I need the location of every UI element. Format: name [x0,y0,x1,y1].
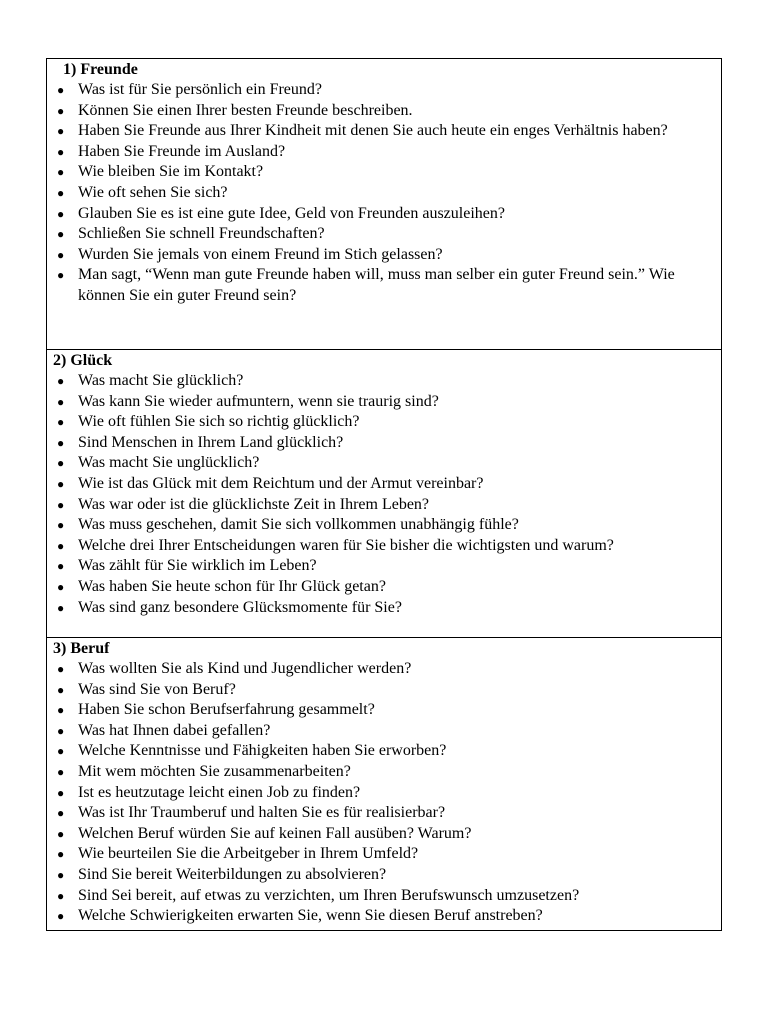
question-text: Was macht Sie glücklich? [78,372,244,389]
bullet-icon: ● [57,764,65,779]
question-text: Wurden Sie jemals von einem Freund im Stich gelassen? [78,245,443,263]
question-text: Glauben Sie es ist eine gute Idee, Geld von Freunden auszuleihen? [78,204,505,222]
list-item [53,495,713,516]
bullet-icon: ● [57,103,65,118]
list-item [53,659,713,680]
list-item [53,265,713,306]
question-text: Haben Sie Freunde aus Ihrer Kindheit mit denen Sie auch heute ein enges Verhältnis haben? [78,122,668,140]
question-text: Welche Kenntnisse und Fähigkeiten haben Sie erworben? [78,742,447,760]
list-item [53,783,713,804]
bullet-icon: ● [57,662,65,676]
list-item [53,536,713,557]
question-text: Was ist für Sie persönlich ein Freund? [78,81,322,98]
list-item [53,906,713,927]
question-list [53,659,713,927]
list-item [53,741,713,762]
question-text: Mit wem möchten Sie zusammenarbeiten? [78,762,351,780]
section-title: 3) Beruf [53,640,110,657]
bullet-icon: ● [57,806,65,821]
list-item [53,865,713,886]
bullet-icon: ● [57,847,65,862]
bullet-icon: ● [57,415,65,430]
question-text: Was haben Sie heute schon für Ihr Glück getan? [78,577,386,595]
bullet-icon: ● [57,456,65,471]
section-glueck [47,349,721,637]
question-list [53,371,713,618]
bullet-icon: ● [57,144,65,159]
list-item [53,371,713,392]
question-text: Ist es heutzutage leicht einen Job zu finden? [78,783,361,801]
bullet-icon: ● [57,124,65,139]
list-item [53,598,713,619]
question-text: Sind Sei bereit, auf etwas zu verzichten, um Ihren Berufswunsch umzusetzen? [78,886,580,904]
list-item [53,121,713,142]
question-text: Schließen Sie schnell Freundschaften? [78,225,325,243]
list-item [53,412,713,433]
list-item [53,204,713,225]
list-item [53,433,713,454]
list-item [53,183,713,204]
bullet-icon: ● [57,682,65,697]
list-item [53,245,713,266]
list-item [53,162,713,183]
list-item [53,556,713,577]
question-text: Haben Sie schon Berufserfahrung gesammelt? [78,701,375,719]
list-item [53,844,713,865]
section-beruf [47,637,721,930]
section-freunde [47,59,721,349]
bullet-icon: ● [57,909,65,924]
list-item [53,680,713,701]
list-item [53,80,713,101]
list-item [53,392,713,413]
list-item [53,700,713,721]
list-item [53,803,713,824]
bullet-icon: ● [57,394,65,409]
bullet-icon: ● [57,497,65,512]
question-text: Was sind ganz besondere Glücksmomente für Sie? [78,598,402,616]
bullet-icon: ● [57,826,65,841]
question-text: Können Sie einen Ihrer besten Freunde beschreiben. [78,101,413,119]
list-item [53,101,713,122]
list-item [53,721,713,742]
question-text: Wie oft sehen Sie sich? [78,183,228,201]
bullet-icon: ● [57,268,65,283]
question-text: Was sind Sie von Beruf? [78,680,236,698]
bullet-icon: ● [57,600,65,615]
list-item [53,453,713,474]
bullet-icon: ● [57,435,65,450]
question-text: Welchen Beruf würden Sie auf keinen Fall ausüben? Warum? [78,824,472,842]
list-item [53,886,713,907]
question-text: Wie beurteilen Sie die Arbeitgeber in Ihrem Umfeld? [78,845,419,863]
question-text: Wie ist das Glück mit dem Reichtum und der Armut vereinbar? [78,474,484,492]
bullet-icon: ● [57,867,65,882]
question-text: Was kann Sie wieder aufmuntern, wenn sie traurig sind? [78,392,439,410]
bullet-icon: ● [57,579,65,594]
question-text: Welche Schwierigkeiten erwarten Sie, wenn Sie diesen Beruf anstreben? [78,907,543,925]
bullet-icon: ● [57,744,65,759]
list-item [53,515,713,536]
list-item [53,142,713,163]
question-text: Sind Menschen in Ihrem Land glücklich? [78,433,344,451]
bullet-icon: ● [57,538,65,553]
bullet-icon: ● [57,559,65,574]
list-item [53,224,713,245]
question-table [46,58,722,931]
bullet-icon: ● [57,247,65,262]
question-list [53,80,713,307]
bullet-icon: ● [57,476,65,491]
bullet-icon: ● [57,703,65,718]
question-text: Was muss geschehen, damit Sie sich vollkommen unabhängig fühle? [78,516,519,534]
bullet-icon: ● [57,206,65,221]
question-text: Was hat Ihnen dabei gefallen? [78,721,271,739]
bullet-icon: ● [57,185,65,200]
list-item [53,824,713,845]
question-text: Was ist Ihr Traumberuf und halten Sie es für realisierbar? [78,804,446,822]
list-item [53,577,713,598]
question-text: Was war oder ist die glücklichste Zeit in Ihrem Leben? [78,495,430,513]
bullet-icon: ● [57,888,65,903]
question-text: Was wollten Sie als Kind und Jugendlicher werden? [78,660,412,677]
question-text: Was macht Sie unglücklich? [78,454,260,472]
list-item [53,474,713,495]
section-title: 2) Glück [53,352,113,369]
bullet-icon: ● [57,723,65,738]
bullet-icon: ● [57,83,65,97]
bullet-icon: ● [57,227,65,242]
bullet-icon: ● [57,165,65,180]
question-text: Haben Sie Freunde im Ausland? [78,142,286,160]
question-text: Was zählt für Sie wirklich im Leben? [78,557,317,575]
bullet-icon: ● [57,374,65,388]
question-text: Man sagt, “Wenn man gute Freunde haben will, muss man selber ein guter Freund sein.” Wie können Sie ein guter Freund sein? [78,266,675,304]
section-title: 1) Freunde [63,61,138,78]
question-text: Sind Sie bereit Weiterbildungen zu absolvieren? [78,865,387,883]
list-item [53,762,713,783]
question-text: Welche drei Ihrer Entscheidungen waren für Sie bisher die wichtigsten und warum? [78,536,614,554]
question-text: Wie oft fühlen Sie sich so richtig glücklich? [78,413,360,431]
question-text: Wie bleiben Sie im Kontakt? [78,163,264,181]
bullet-icon: ● [57,785,65,800]
bullet-icon: ● [57,518,65,533]
